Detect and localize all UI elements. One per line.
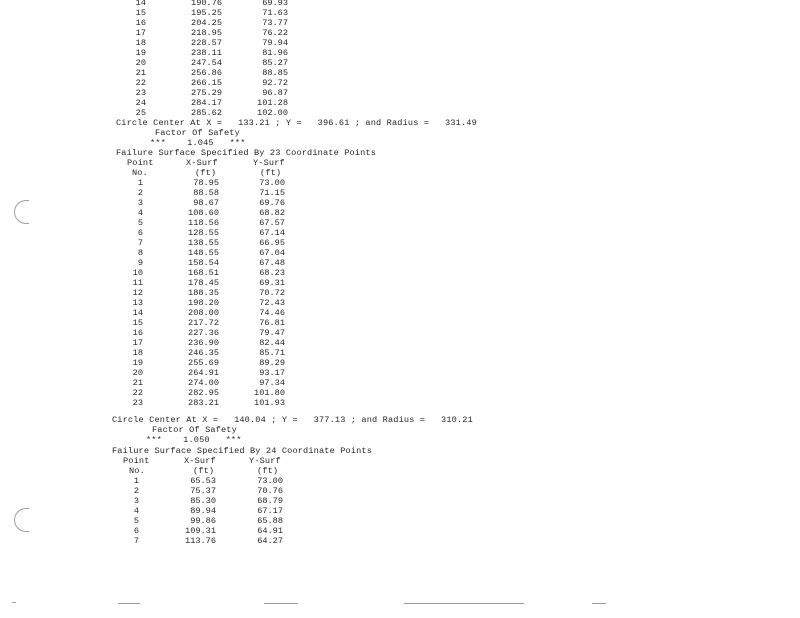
row-x-surf: 266.15 xyxy=(191,78,222,88)
table-row xyxy=(0,258,800,268)
row-point-no: 3 xyxy=(137,198,143,208)
row-y-surf: 101.93 xyxy=(254,398,285,408)
row-point-no: 19 xyxy=(135,48,146,58)
row-point-no: 9 xyxy=(137,258,143,268)
scan-speck xyxy=(592,603,606,604)
row-y-surf: 79.94 xyxy=(262,38,288,48)
row-point-no: 22 xyxy=(132,388,143,398)
col-x-header: X-Surf xyxy=(186,158,218,168)
col-x-header: X-Surf xyxy=(184,456,216,466)
row-x-surf: 283.21 xyxy=(188,398,219,408)
scan-speck xyxy=(404,603,524,604)
row-point-no: 4 xyxy=(133,506,139,516)
table-row xyxy=(0,98,800,108)
row-point-no: 14 xyxy=(132,308,143,318)
row-x-surf: 89.94 xyxy=(190,506,216,516)
row-point-no: 14 xyxy=(135,0,146,8)
table-row xyxy=(0,398,800,408)
row-x-surf: 238.11 xyxy=(191,48,222,58)
row-y-surf: 79.47 xyxy=(259,328,285,338)
circle-center-line: Circle Center At X = 140.04 ; Y = 377.13 ; and Radius = 310.21 xyxy=(112,415,473,425)
row-x-surf: 75.37 xyxy=(190,486,216,496)
row-x-surf: 228.57 xyxy=(191,38,222,48)
factor-of-safety-value: *** 1.050 *** xyxy=(146,435,242,445)
row-x-surf: 178.45 xyxy=(188,278,219,288)
table-row xyxy=(0,38,800,48)
row-y-surf: 102.00 xyxy=(257,108,288,118)
col-point-header: Point xyxy=(127,158,154,168)
row-point-no: 23 xyxy=(132,398,143,408)
table-row xyxy=(0,228,800,238)
row-point-no: 2 xyxy=(137,188,143,198)
table-row xyxy=(0,18,800,28)
col-x-unit: (ft) xyxy=(195,168,217,178)
scan-speck xyxy=(12,602,16,603)
row-point-no: 18 xyxy=(135,38,146,48)
row-y-surf: 97.34 xyxy=(259,378,285,388)
row-x-surf: 275.29 xyxy=(191,88,222,98)
row-point-no: 18 xyxy=(132,348,143,358)
table-row xyxy=(0,368,800,378)
scan-speck xyxy=(118,603,140,604)
table-row xyxy=(0,358,800,368)
row-x-surf: 284.17 xyxy=(191,98,222,108)
row-y-surf: 89.29 xyxy=(259,358,285,368)
col-no-header: No. xyxy=(132,168,148,178)
table-row xyxy=(0,388,800,398)
col-x-unit: (ft) xyxy=(193,466,215,476)
row-point-no: 20 xyxy=(132,368,143,378)
row-x-surf: 204.25 xyxy=(191,18,222,28)
failure-surface-header: Failure Surface Specified By 24 Coordinate Points xyxy=(112,446,373,456)
row-point-no: 11 xyxy=(132,278,143,288)
factor-of-safety-label: Factor Of Safety xyxy=(152,425,237,435)
row-y-surf: 73.00 xyxy=(259,178,285,188)
row-x-surf: 188.35 xyxy=(188,288,219,298)
table-row xyxy=(0,278,800,288)
row-point-no: 22 xyxy=(135,78,146,88)
row-y-surf: 67.57 xyxy=(259,218,285,228)
row-y-surf: 73.77 xyxy=(262,18,288,28)
row-y-surf: 64.91 xyxy=(257,526,283,536)
table-row xyxy=(0,526,800,536)
table-row xyxy=(0,318,800,328)
row-x-surf: 208.00 xyxy=(188,308,219,318)
row-y-surf: 67.48 xyxy=(259,258,285,268)
table-row xyxy=(0,208,800,218)
row-x-surf: 113.76 xyxy=(185,536,216,546)
table-row xyxy=(0,218,800,228)
row-x-surf: 190.76 xyxy=(191,0,222,8)
row-y-surf: 92.72 xyxy=(262,78,288,88)
table-row xyxy=(0,0,800,8)
row-y-surf: 68.23 xyxy=(259,268,285,278)
circle-center-line: Circle Center At X = 133.21 ; Y = 396.61 ; and Radius = 331.49 xyxy=(116,118,477,128)
row-point-no: 7 xyxy=(137,238,143,248)
row-x-surf: 128.55 xyxy=(188,228,219,238)
row-x-surf: 109.31 xyxy=(185,526,216,536)
row-x-surf: 148.55 xyxy=(188,248,219,258)
col-no-header: No. xyxy=(129,466,145,476)
row-point-no: 10 xyxy=(132,268,143,278)
row-y-surf: 93.17 xyxy=(259,368,285,378)
table-row xyxy=(0,506,800,516)
table-row xyxy=(0,516,800,526)
table-row xyxy=(0,268,800,278)
row-y-surf: 70.76 xyxy=(257,486,283,496)
row-y-surf: 73.00 xyxy=(257,476,283,486)
row-y-surf: 67.04 xyxy=(259,248,285,258)
table-row xyxy=(0,78,800,88)
row-point-no: 1 xyxy=(137,178,143,188)
table-row xyxy=(0,58,800,68)
row-point-no: 1 xyxy=(133,476,139,486)
table-row xyxy=(0,328,800,338)
table-row xyxy=(0,48,800,58)
row-y-surf: 64.27 xyxy=(257,536,283,546)
row-point-no: 15 xyxy=(132,318,143,328)
row-point-no: 8 xyxy=(137,248,143,258)
row-point-no: 7 xyxy=(133,536,139,546)
table-row xyxy=(0,378,800,388)
row-point-no: 3 xyxy=(133,496,139,506)
row-y-surf: 72.43 xyxy=(259,298,285,308)
row-point-no: 20 xyxy=(135,58,146,68)
factor-of-safety-label: Factor Of Safety xyxy=(155,128,240,138)
row-y-surf: 96.87 xyxy=(262,88,288,98)
table-row xyxy=(0,198,800,208)
row-point-no: 5 xyxy=(137,218,143,228)
row-point-no: 6 xyxy=(137,228,143,238)
row-x-surf: 195.25 xyxy=(191,8,222,18)
row-y-surf: 69.31 xyxy=(259,278,285,288)
row-point-no: 16 xyxy=(132,328,143,338)
row-point-no: 6 xyxy=(133,526,139,536)
row-y-surf: 67.14 xyxy=(259,228,285,238)
table-row xyxy=(0,496,800,506)
row-x-surf: 198.20 xyxy=(188,298,219,308)
row-x-surf: 138.55 xyxy=(188,238,219,248)
table-row xyxy=(0,348,800,358)
row-point-no: 19 xyxy=(132,358,143,368)
row-x-surf: 88.58 xyxy=(193,188,219,198)
row-y-surf: 81.96 xyxy=(262,48,288,58)
row-point-no: 21 xyxy=(132,378,143,388)
row-point-no: 4 xyxy=(137,208,143,218)
table-row xyxy=(0,88,800,98)
factor-of-safety-value: *** 1.045 *** xyxy=(150,138,246,148)
row-point-no: 2 xyxy=(133,486,139,496)
row-y-surf: 85.27 xyxy=(262,58,288,68)
row-x-surf: 168.51 xyxy=(188,268,219,278)
row-y-surf: 68.79 xyxy=(257,496,283,506)
row-point-no: 12 xyxy=(132,288,143,298)
table-row xyxy=(0,298,800,308)
row-y-surf: 76.22 xyxy=(262,28,288,38)
row-y-surf: 71.63 xyxy=(262,8,288,18)
table-row xyxy=(0,288,800,298)
row-y-surf: 69.76 xyxy=(259,198,285,208)
row-x-surf: 285.62 xyxy=(191,108,222,118)
row-x-surf: 246.35 xyxy=(188,348,219,358)
table-row xyxy=(0,28,800,38)
row-x-surf: 218.95 xyxy=(191,28,222,38)
row-x-surf: 274.00 xyxy=(188,378,219,388)
failure-surface-header: Failure Surface Specified By 23 Coordinate Points xyxy=(116,148,377,158)
row-y-surf: 74.46 xyxy=(259,308,285,318)
row-y-surf: 66.95 xyxy=(259,238,285,248)
row-x-surf: 99.86 xyxy=(190,516,216,526)
row-y-surf: 71.15 xyxy=(259,188,285,198)
row-x-surf: 282.95 xyxy=(188,388,219,398)
row-y-surf: 88.85 xyxy=(262,68,288,78)
row-x-surf: 264.91 xyxy=(188,368,219,378)
row-x-surf: 227.36 xyxy=(188,328,219,338)
row-point-no: 15 xyxy=(135,8,146,18)
row-y-surf: 68.82 xyxy=(259,208,285,218)
table-row xyxy=(0,238,800,248)
table-row xyxy=(0,338,800,348)
row-x-surf: 247.54 xyxy=(191,58,222,68)
row-x-surf: 118.56 xyxy=(188,218,219,228)
row-y-surf: 67.17 xyxy=(257,506,283,516)
table-row xyxy=(0,308,800,318)
row-point-no: 16 xyxy=(135,18,146,28)
table-row xyxy=(0,68,800,78)
table-row xyxy=(0,248,800,258)
row-x-surf: 78.95 xyxy=(193,178,219,188)
row-point-no: 5 xyxy=(133,516,139,526)
row-x-surf: 256.86 xyxy=(191,68,222,78)
table-row xyxy=(0,486,800,496)
col-y-unit: (ft) xyxy=(257,466,279,476)
row-y-surf: 76.81 xyxy=(259,318,285,328)
row-point-no: 23 xyxy=(135,88,146,98)
row-y-surf: 69.93 xyxy=(262,0,288,8)
scan-speck xyxy=(264,603,298,604)
row-point-no: 13 xyxy=(132,298,143,308)
col-y-header: Y-Surf xyxy=(253,158,285,168)
row-x-surf: 108.60 xyxy=(188,208,219,218)
row-point-no: 24 xyxy=(135,98,146,108)
col-y-unit: (ft) xyxy=(260,168,282,178)
row-y-surf: 82.44 xyxy=(259,338,285,348)
row-y-surf: 85.71 xyxy=(259,348,285,358)
row-y-surf: 65.88 xyxy=(257,516,283,526)
table-row xyxy=(0,108,800,118)
row-point-no: 21 xyxy=(135,68,146,78)
row-x-surf: 85.30 xyxy=(190,496,216,506)
row-x-surf: 217.72 xyxy=(188,318,219,328)
row-x-surf: 65.53 xyxy=(190,476,216,486)
table-row xyxy=(0,536,800,546)
row-point-no: 25 xyxy=(135,108,146,118)
row-x-surf: 98.67 xyxy=(193,198,219,208)
table-row xyxy=(0,188,800,198)
row-point-no: 17 xyxy=(135,28,146,38)
table-row xyxy=(0,178,800,188)
row-point-no: 17 xyxy=(132,338,143,348)
row-y-surf: 101.28 xyxy=(257,98,288,108)
table-row xyxy=(0,8,800,18)
col-y-header: Y-Surf xyxy=(249,456,281,466)
col-point-header: Point xyxy=(123,456,150,466)
row-x-surf: 236.90 xyxy=(188,338,219,348)
row-y-surf: 101.80 xyxy=(254,388,285,398)
row-x-surf: 255.69 xyxy=(188,358,219,368)
row-y-surf: 70.72 xyxy=(259,288,285,298)
table-row xyxy=(0,476,800,486)
row-x-surf: 158.54 xyxy=(188,258,219,268)
